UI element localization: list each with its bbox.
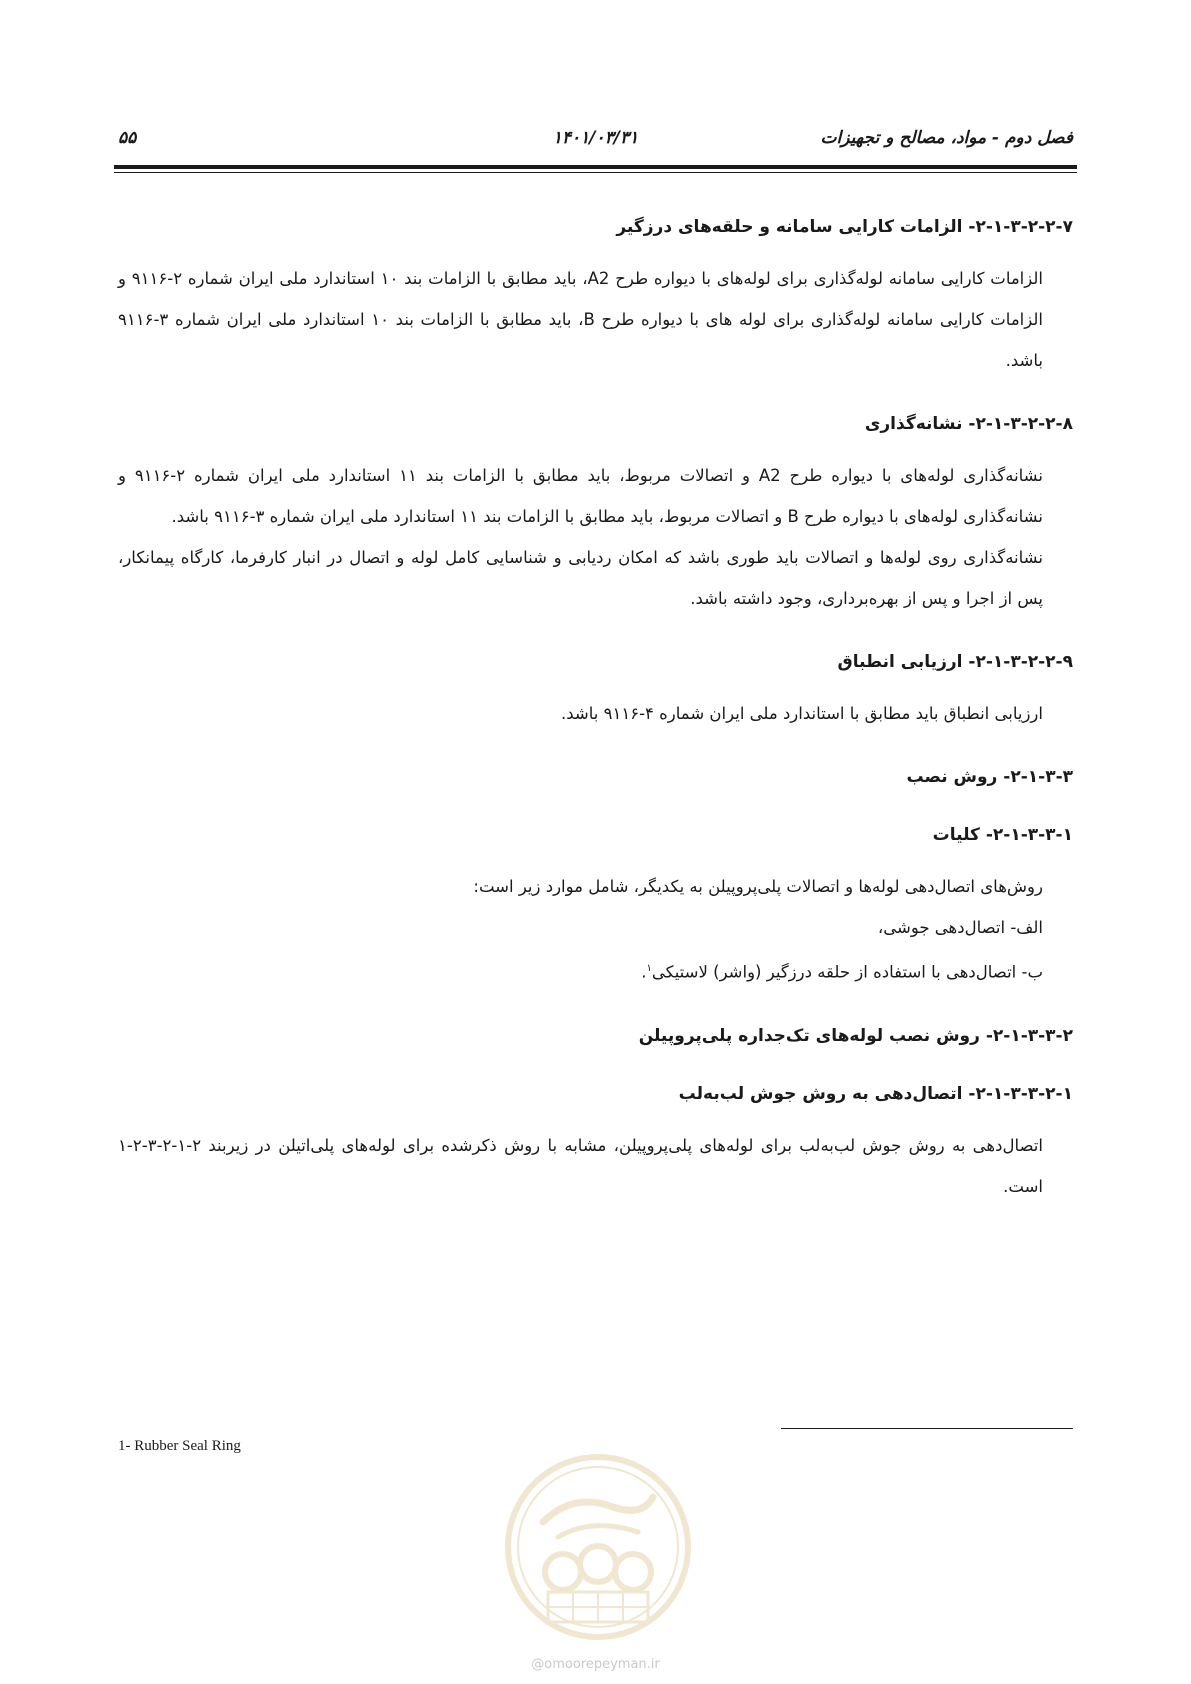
chapter-title: فصل دوم - مواد، مصالح و تجهیزات — [820, 128, 1073, 148]
section-heading: ۲-۱-۳-۲-۲-۸- نشانه‌گذاری — [864, 414, 1073, 434]
header-date: ۱۴۰۱/۰۳/۳۱ — [552, 128, 639, 148]
watermark-url: @omoorepeyman.ir — [531, 1657, 660, 1672]
section-heading: ۲-۱-۳-۲-۲-۷- الزامات کارایی سامانه و حلقه‌های درزگیر — [616, 217, 1073, 237]
section-heading: ۲-۱-۳-۲-۲-۹- ارزیابی انطباق — [837, 652, 1073, 672]
page-body — [118, 212, 1073, 1207]
footnote-rule — [781, 1428, 1073, 1429]
section-heading: ۲-۱-۳-۳-۲-۱- اتصال‌دهی به روش جوش لب‌به‌لب — [678, 1083, 1073, 1104]
list-item-text: ب- اتصال‌دهی با استفاده از حلقه درزگیر (واشر) لاستیکی — [651, 962, 1043, 982]
paragraph: روش‌های اتصال‌دهی لوله‌ها و اتصالات پلی‌پروپیلن به یکدیگر، شامل موارد زیر است: — [473, 877, 1043, 896]
list-item: ب- اتصال‌دهی با استفاده از حلقه درزگیر (واشر) لاستیکی$^۱$. — [641, 962, 1043, 982]
footnote-ref[interactable]: ۱ — [646, 963, 652, 974]
header-rule-thick — [114, 165, 1077, 169]
paragraph: نشانه‌گذاری روی لوله‌ها و اتصالات باید طوری باشد که امکان ردیابی و شناسایی کامل لوله و اتصال در انبار کارفرما، کارگاه پیمانکار، پس از اجرا و پس از بهره‌برداری، وجود داشته باشد. — [118, 548, 1043, 608]
section-heading: ۲-۱-۳-۳- روش نصب — [906, 767, 1073, 787]
section-heading: ۲-۱-۳-۳-۱- کلیات — [932, 825, 1073, 845]
footnote: 1- Rubber Seal Ring — [118, 1438, 241, 1454]
watermark-logo — [503, 1452, 693, 1642]
paragraph: الزامات کارایی سامانه لوله‌گذاری برای لوله‌های با دیواره طرح A2، باید مطابق با الزامات بند ۱۰ استاندارد ملی ایران شماره ۲-۹۱۱۶ و الزامات کارایی سامانه لوله‌گذاری برای لوله های با دیواره طرح B، باید مطابق با الزامات بند ۱۰ استاندارد ملی ایران شماره ۳-۹۱۱۶ باشد. — [118, 269, 1043, 370]
list-item: الف- اتصال‌دهی جوشی، — [877, 918, 1043, 937]
paragraph: نشانه‌گذاری لوله‌های با دیواره طرح A2 و اتصالات مربوط، باید مطابق با الزامات بند ۱۱ استاندارد ملی ایران شماره ۲-۹۱۱۶ و نشانه‌گذاری لوله‌های با دیواره طرح B و اتصالات مربوط، باید مطابق با الزامات بند ۱۱ استاندارد ملی ایران شماره ۳-۹۱۱۶ باشد. — [118, 466, 1043, 526]
page-number: ۵۵ — [118, 128, 137, 148]
paragraph: اتصال‌دهی به روش جوش لب‌به‌لب برای لوله‌های پلی‌پروپیلن، مشابه با روش ذکرشده برای لوله‌های پلی‌اتیلن در زیربند ۲-۱-۲-۳-۲-۱ است. — [118, 1135, 1043, 1196]
page-header — [118, 128, 1073, 158]
section-heading: ۲-۱-۳-۳-۲- روش نصب لوله‌های تک‌جداره پلی‌پروپیلن — [638, 1025, 1073, 1046]
paragraph: ارزیابی انطباق باید مطابق با استاندارد ملی ایران شماره ۴-۹۱۱۶ باشد. — [561, 704, 1043, 723]
header-rule-thin — [114, 172, 1077, 173]
